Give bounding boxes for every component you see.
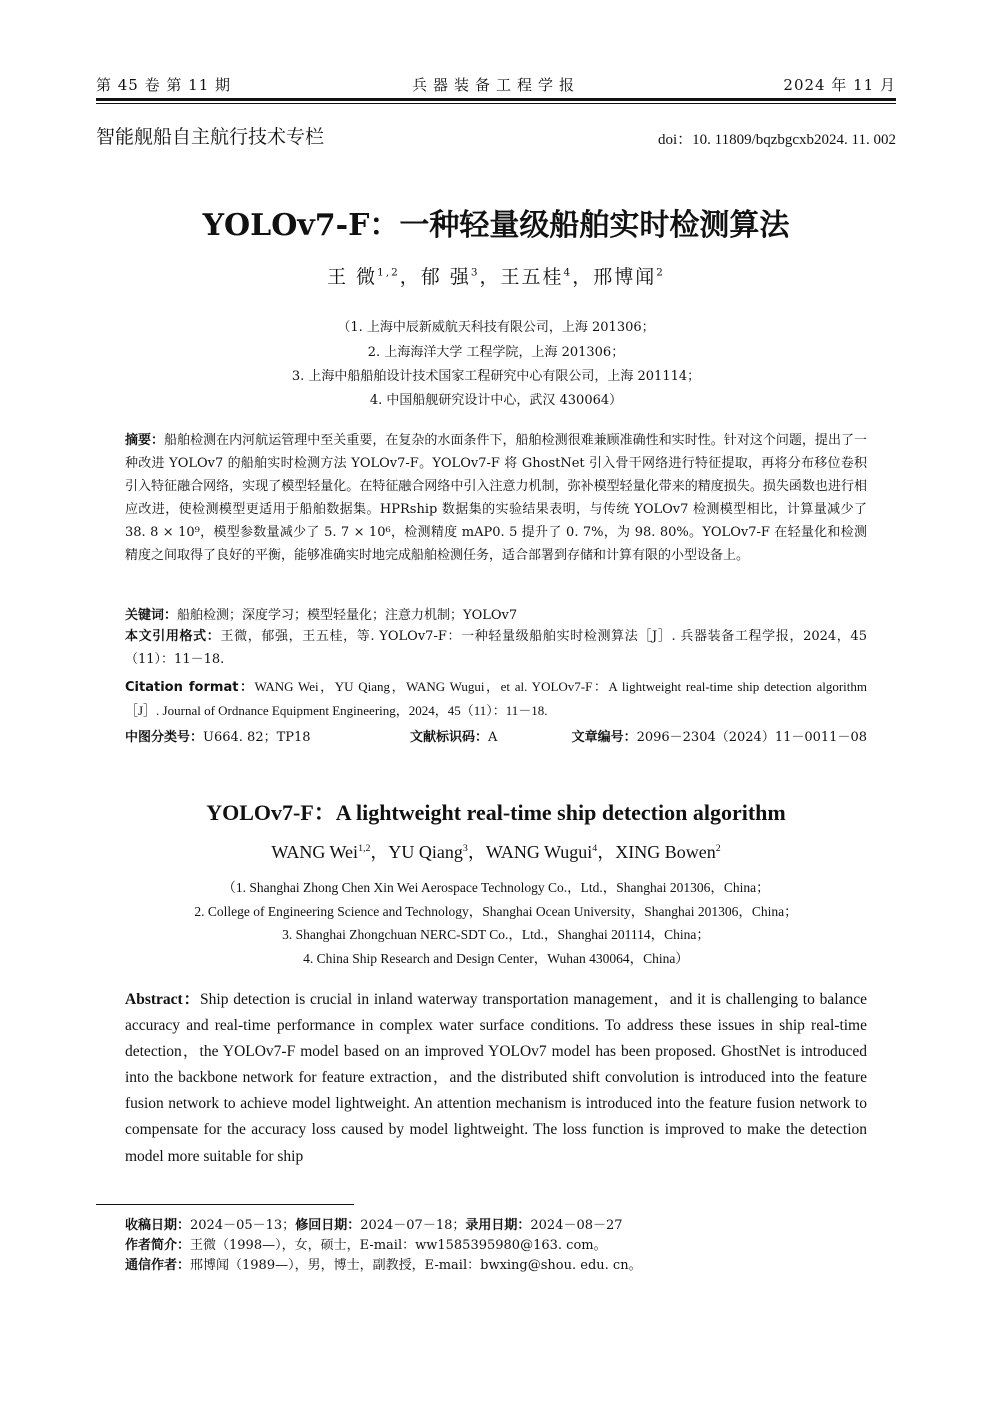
affiliation-cn-3: 3. 上海中船船舶设计技术国家工程研究中心有限公司，上海 201114； (291, 369, 701, 384)
affiliation-en-4: 4. China Ship Research and Design Center，Wuhan 430064，China） (303, 951, 689, 966)
document-code (410, 726, 497, 745)
article-number-label: 文章编号： (571, 730, 637, 745)
author-name: 郁 强 (420, 266, 471, 288)
citation-en (125, 675, 867, 722)
column-name: 智能舰船自主航行技术专栏 (96, 126, 325, 148)
footnote-text: 2024－07－18； (360, 1218, 466, 1233)
footnote-label: 作者简介： (125, 1238, 191, 1253)
page-title-en: YOLOv7-F：A lightweight real-time ship detection algorithm (206, 800, 786, 825)
author-affiliation-sup: 2 (715, 843, 721, 854)
footnote-label: 修回日期： (295, 1218, 361, 1233)
keywords-cn-text: 船舶检测；深度学习；模型轻量化；注意力机制；YOLOv7 (177, 608, 518, 623)
footnote-label: 收稿日期： (125, 1218, 191, 1233)
author-separator: ， (467, 842, 486, 862)
authors-en (0, 838, 992, 864)
author-affiliation-sup: 4 (592, 843, 598, 854)
author-name: WANG Wugui (485, 842, 593, 862)
author-name: WANG Wei (271, 842, 359, 862)
abstract-en-label: Abstract： (125, 991, 201, 1008)
author-affiliation-sup: 3 (462, 843, 468, 854)
author-name: 王五桂 (500, 266, 564, 288)
author-name: XING Bowen (615, 842, 716, 862)
footnote-text: 2024－05－13； (190, 1218, 296, 1233)
abstract-cn-text: 船舶检测在内河航运管理中至关重要，在复杂的水面条件下，船舶检测很难兼顾准确性和实时性。针对这个问题，提出了一种改进 YOLOv7 的船舶实时检测方法 YOLOv7-F。YOLOv7-F 将 GhostNet 引入骨干网络进行特征提取，再将分布移位卷积引入特征融合网络，实现了模型轻量化。在特征融合网络中引入注意力机制，弥补模型轻量化带来的精度损失。损失函数也进行相应改进，使检测模型更适用于船舶数据集。HPRship 数据集的实验结果表明，与传统 YOLOv7 检测模型相比，计算量减少了 38. 8 × 10⁹，模型参数量减少了 5. 7 × 10⁶，检测精度 mAP0. 5 提升了 0. 7%，为 98. 80%。YOLOv7-F 在轻量化和检测精度之间取得了良好的平衡，能够准确实时地完成船舶检测任务，适合部署到存储和计算有限的小型设备上。 (125, 433, 868, 564)
journal-date: 2024 年 11 月 (783, 76, 896, 94)
author-affiliation-sup: 4 (563, 266, 573, 279)
footnote-text: 2024－08－27 (530, 1218, 623, 1233)
document-code-value: A (488, 730, 498, 745)
author-affiliation-sup: 3 (470, 266, 480, 279)
author-affiliation-sup: 2 (656, 266, 665, 279)
abstract-cn-label: 摘要： (125, 433, 165, 448)
affiliation-cn-4: 4. 中国船舰研究设计中心，武汉 430064） (369, 393, 623, 408)
article-number-value: 2096－2304（2024）11－0011－08 (636, 730, 867, 745)
footnote-label: 通信作者： (125, 1258, 191, 1273)
abstract-en-text: Ship detection is crucial in inland waterway transportation management，and it is challenging to balance accuracy and real-time performance in complex water surface conditions. To address these issues in ship real-time detection，the YOLOv7-F model based on an improved YOLOv7 model has been proposed. GhostNet is introduced into the backbone network for feature extraction，and the distributed shift convolution is introduced into the feature fusion network to achieve model lightweight. An attention mechanism is introduced into the feature fusion network to compensate for the accuracy loss caused by model lightweight. The loss function is improved to make the detection model more suitable for ship (125, 991, 867, 1165)
footnote-author-bio (125, 1234, 607, 1253)
header-rule-thick (96, 98, 896, 101)
author-separator: ， (399, 266, 421, 288)
citation-cn-text: 王微，郁强，王五桂，等. YOLOv7-F：一种轻量级船舶实时检测算法［J］. 兵器装备工程学报，2024，45（11）：11－18. (125, 629, 867, 668)
author-separator: ， (572, 266, 594, 288)
footnote-rule (96, 1204, 354, 1205)
citation-en-text: WANG Wei，YU Qiang，WANG Wugui，et al. YOLOv7-F：A lightweight real-time ship detection algorithm［J］. Journal of Ordnance Equipment Engineering，2024，45（11）：11－18. (125, 679, 867, 719)
affiliation-cn-2: 2. 上海海洋大学 工程学院，上海 201306； (367, 345, 625, 360)
affiliation-en-1: （1. Shanghai Zhong Chen Xin Wei Aerospace Technology Co.，Ltd.，Shanghai 201306，China； (222, 880, 770, 895)
page-title-cn: YOLOv7-F：一种轻量级船舶实时检测算法 (202, 208, 790, 243)
author-name: 王 微 (327, 266, 378, 288)
citation-cn-label: 本文引用格式： (125, 629, 221, 644)
footnote-text: 邢博闻（1989—），男，博士，副教授，E-mail：bwxing@shou. edu. cn。 (190, 1258, 642, 1273)
abstract-en (125, 987, 867, 1170)
author-separator: ， (370, 842, 389, 862)
footnote-text: 王微（1998—），女，硕士，E-mail：ww1585395980@163. com。 (190, 1238, 607, 1253)
author-separator: ， (479, 266, 501, 288)
citation-cn (125, 625, 867, 671)
affiliation-cn-1: （1. 上海中辰新威航天科技有限公司，上海 201306； (337, 320, 655, 335)
classification-label: 中图分类号： (125, 730, 204, 745)
abstract-cn (125, 429, 867, 568)
footnote-corresponding-author (125, 1254, 642, 1273)
affiliation-en-2: 2. College of Engineering Science and Technology，Shanghai Ocean University，Shanghai 201306，China； (194, 904, 798, 919)
classification-value: U664. 82；TP18 (203, 730, 311, 745)
doi[interactable]: doi：10. 11809/bqzbgcxb2024. 11. 002 (657, 132, 896, 148)
header-rule-thin (96, 103, 896, 104)
journal-volume-issue: 第 45 卷 第 11 期 (96, 76, 232, 94)
document-code-label: 文献标识码： (410, 730, 489, 745)
article-number (572, 726, 867, 745)
author-affiliation-sup: 1,2 (358, 843, 371, 854)
author-separator: ， (597, 842, 616, 862)
keywords-cn-label: 关键词： (125, 608, 178, 623)
author-name: 邢博闻 (593, 266, 657, 288)
author-name: YU Qiang (388, 842, 463, 862)
affiliation-en-3: 3. Shanghai Zhongchuan NERC-SDT Co.，Ltd.，Shanghai 201114，China； (282, 927, 710, 942)
keywords-cn (125, 604, 867, 623)
authors-cn (0, 262, 992, 289)
footnote-label: 录用日期： (465, 1218, 531, 1233)
footnote-dates (125, 1214, 623, 1233)
author-affiliation-sup: 1,2 (377, 266, 400, 279)
journal-name: 兵器装备工程学报 (411, 76, 580, 94)
citation-en-label: Citation format： (125, 680, 255, 695)
